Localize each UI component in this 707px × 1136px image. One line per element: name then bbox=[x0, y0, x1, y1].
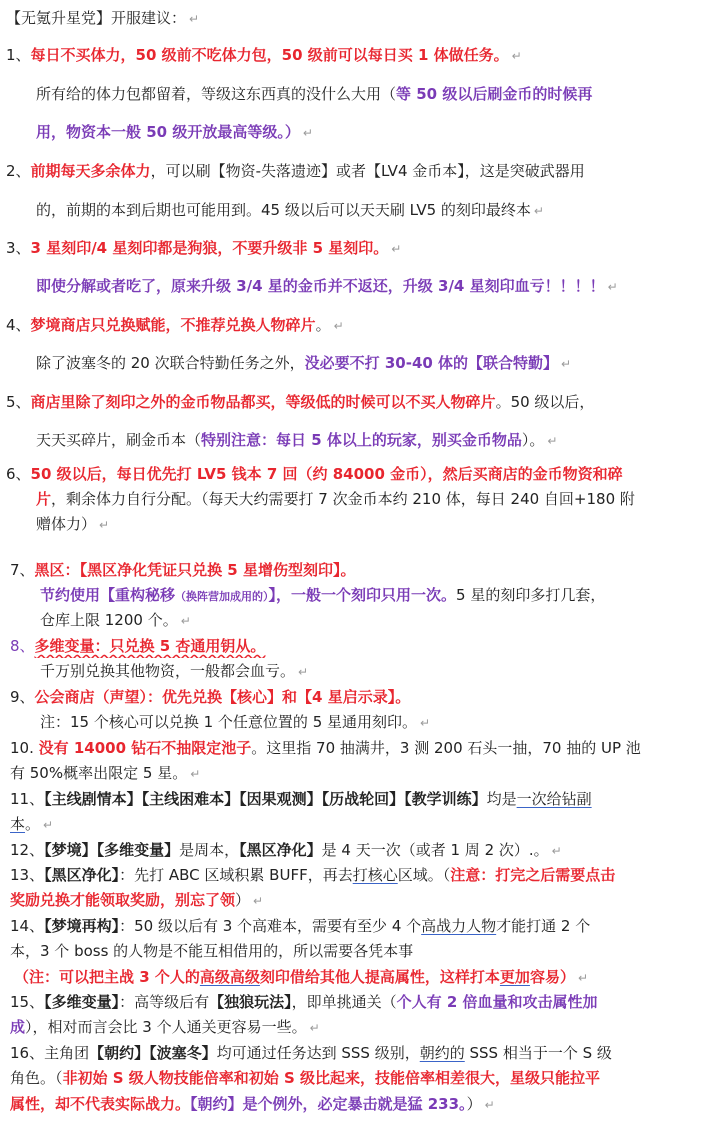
item-4-line-1: 4、梦境商店只兑换赋能，不推荐兑换人物碎片。 ↵ bbox=[6, 316, 344, 334]
paragraph-mark-icon: ↵ bbox=[43, 818, 54, 832]
item-14-line-3: （注：可以把主战 3 个人的高级高级刻印借给其他人提高属性，这样打本更加容易） ↵ bbox=[14, 968, 589, 986]
item-16-line-1: 16、主角团【朝约】【波塞冬】均可通过任务达到 SSS 级别，朝约的 SSS 相当于一个 S 级 bbox=[10, 1044, 612, 1062]
paragraph-mark-icon: ↵ bbox=[190, 767, 201, 781]
item-4-line-2: 除了波塞冬的 20 次联合特勤任务之外，没必要不打 30-40 体的【联合特勤】 ↵ bbox=[36, 354, 572, 372]
paragraph-mark-icon: ↵ bbox=[511, 49, 522, 63]
item-6-line-3: 赠体力） ↵ bbox=[36, 515, 110, 533]
item-1-line-3: 用，物资本一般 50 级开放最高等级。） ↵ bbox=[36, 123, 313, 141]
paragraph-mark-icon: ↵ bbox=[484, 1098, 495, 1112]
item-15-line-2: 成），相对而言会比 3 个人通关更容易一些。 ↵ bbox=[10, 1018, 320, 1036]
item-12-line-1: 12、【梦境】【多维变量】是周本，【黑区净化】是 4 天一次（或者 1 周 2 次）.。 ↵ bbox=[10, 841, 562, 859]
item-7-line-3: 仓库上限 1200 个。 ↵ bbox=[40, 611, 191, 629]
paragraph-mark-icon: ↵ bbox=[253, 894, 264, 908]
paragraph-mark-icon: ↵ bbox=[551, 844, 562, 858]
title-text: 【无氪升星党】开服建议： bbox=[6, 9, 187, 27]
item-16-line-3: 属性，却不代表实际战力。【朝约】是个例外，必定暴击就是猛 233。） ↵ bbox=[10, 1095, 495, 1113]
paragraph-mark-icon: ↵ bbox=[99, 518, 110, 532]
paragraph-mark-icon: ↵ bbox=[180, 614, 191, 628]
item-2-line-1: 2、前期每天多余体力，可以刷【物资-失落遗迹】或者【LV4 金币本】，这是突破武器用 bbox=[6, 162, 585, 180]
item-2-line-2: 的，前期的本到后期也可能用到。45 级以后可以天天刷 LV5 的刻印最终本 ↵ bbox=[36, 201, 544, 219]
paragraph-mark-icon: ↵ bbox=[561, 357, 572, 371]
item-1-line-2: 所有给的体力包都留着，等级这东西真的没什么大用（等 50 级以后刷金币的时候再 bbox=[36, 85, 593, 103]
item-11-line-1: 11、【主线剧情本】【主线困难本】【因果观测】【历战轮回】【教学训练】均是一次给钻副 bbox=[10, 790, 592, 808]
item-9-line-1: 9、公会商店（声望）：优先兑换【核心】和【4 星启示录】。 bbox=[10, 688, 411, 706]
doc-title bbox=[6, 6, 707, 30]
paragraph-mark-icon: ↵ bbox=[391, 242, 402, 256]
paragraph-mark-icon: ↵ bbox=[420, 716, 431, 730]
item-9-line-2: 注：15 个核心可以兑换 1 个任意位置的 5 星通用刻印。 ↵ bbox=[40, 713, 431, 731]
paragraph-mark-icon: ↵ bbox=[577, 971, 589, 985]
item-7-line-2: 节约使用【重构秘移（换阵营加成用的）】，一般一个刻印只用一次。5 星的刻印多打几套， bbox=[40, 586, 606, 604]
item-14-line-2: 本，3 个 boss 的人物是不能互相借用的，所以需要各凭本事 bbox=[10, 942, 414, 960]
item-10-line-2: 有 50%概率出限定 5 星。 ↵ bbox=[10, 764, 201, 782]
item-3-line-2: 即使分解或者吃了，原来升级 3/4 星的金币并不返还，升级 3/4 星刻印血亏！！！！ ↵ bbox=[36, 277, 618, 295]
item-8-line-2: 千万别兑换其他物资，一般都会血亏。 ↵ bbox=[40, 662, 309, 680]
paragraph-mark-icon: ↵ bbox=[333, 319, 344, 333]
paragraph-mark-icon: ↵ bbox=[298, 665, 309, 679]
item-5-line-1: 5、商店里除了刻印之外的金币物品都买，等级低的时候可以不买人物碎片。50 级以后， bbox=[6, 393, 595, 411]
paragraph-mark-icon: ↵ bbox=[309, 1021, 320, 1035]
item-8-line-1: 8、多维变量：只兑换 5 杏通用钥从。 bbox=[10, 637, 266, 655]
item-13-line-1: 13、【黑区净化】：先打 ABC 区域积累 BUFF，再去打核心区域。（注意：打完之后需要点击 bbox=[10, 866, 616, 884]
item-5-line-2: 天天买碎片，刷金币本（特别注意：每日 5 体以上的玩家，别买金币物品）。 ↵ bbox=[36, 431, 558, 449]
item-16-line-2: 角色。（非初始 S 级人物技能倍率和初始 S 级比起来，技能倍率相差很大，星级只能拉平 bbox=[10, 1069, 601, 1087]
item-6-line-1: 6、50 级以后，每日优先打 LV5 钱本 7 回（约 84000 金币），然后买商店的金币物资和碎 bbox=[6, 465, 623, 483]
item-1-line-1: 1、每日不买体力，50 级前不吃体力包，50 级前可以每日买 1 体做任务。 ↵ bbox=[6, 46, 522, 64]
paragraph-mark-icon: ↵ bbox=[189, 12, 200, 26]
item-10-line-1: 10. 没有 14000 钻石不抽限定池子。这里指 70 抽满井，3 测 200 石头一抽，70 抽的 UP 池 bbox=[10, 739, 641, 757]
item-13-line-2: 奖励兑换才能领取奖励，别忘了领） ↵ bbox=[10, 891, 264, 909]
item-15-line-1: 15、【多维变量】：高等级后有【独狼玩法】，即单挑通关（个人有 2 倍血量和攻击属性加 bbox=[10, 993, 598, 1011]
paragraph-mark-icon: ↵ bbox=[547, 434, 558, 448]
item-6-line-2: 片，剩余体力自行分配。（每天大约需要打 7 次金币本约 210 体，每日 240 自回+180 附 bbox=[36, 490, 635, 508]
paragraph-mark-icon: ↵ bbox=[607, 280, 618, 294]
paragraph-mark-icon: ↵ bbox=[302, 126, 313, 140]
item-3-line-1: 3、3 星刻印/4 星刻印都是狗狼，不要升级非 5 星刻印。 ↵ bbox=[6, 239, 402, 257]
item-7-line-1: 7、黑区：【黑区净化凭证只兑换 5 星增伤型刻印】。 bbox=[10, 561, 356, 579]
item-11-line-2: 本。 ↵ bbox=[10, 815, 54, 833]
paragraph-mark-icon: ↵ bbox=[533, 204, 544, 218]
item-14-line-1: 14、【梦境再构】：50 级以后有 3 个高难本，需要有至少 4 个高战力人物才能打通 2 个 bbox=[10, 917, 591, 935]
